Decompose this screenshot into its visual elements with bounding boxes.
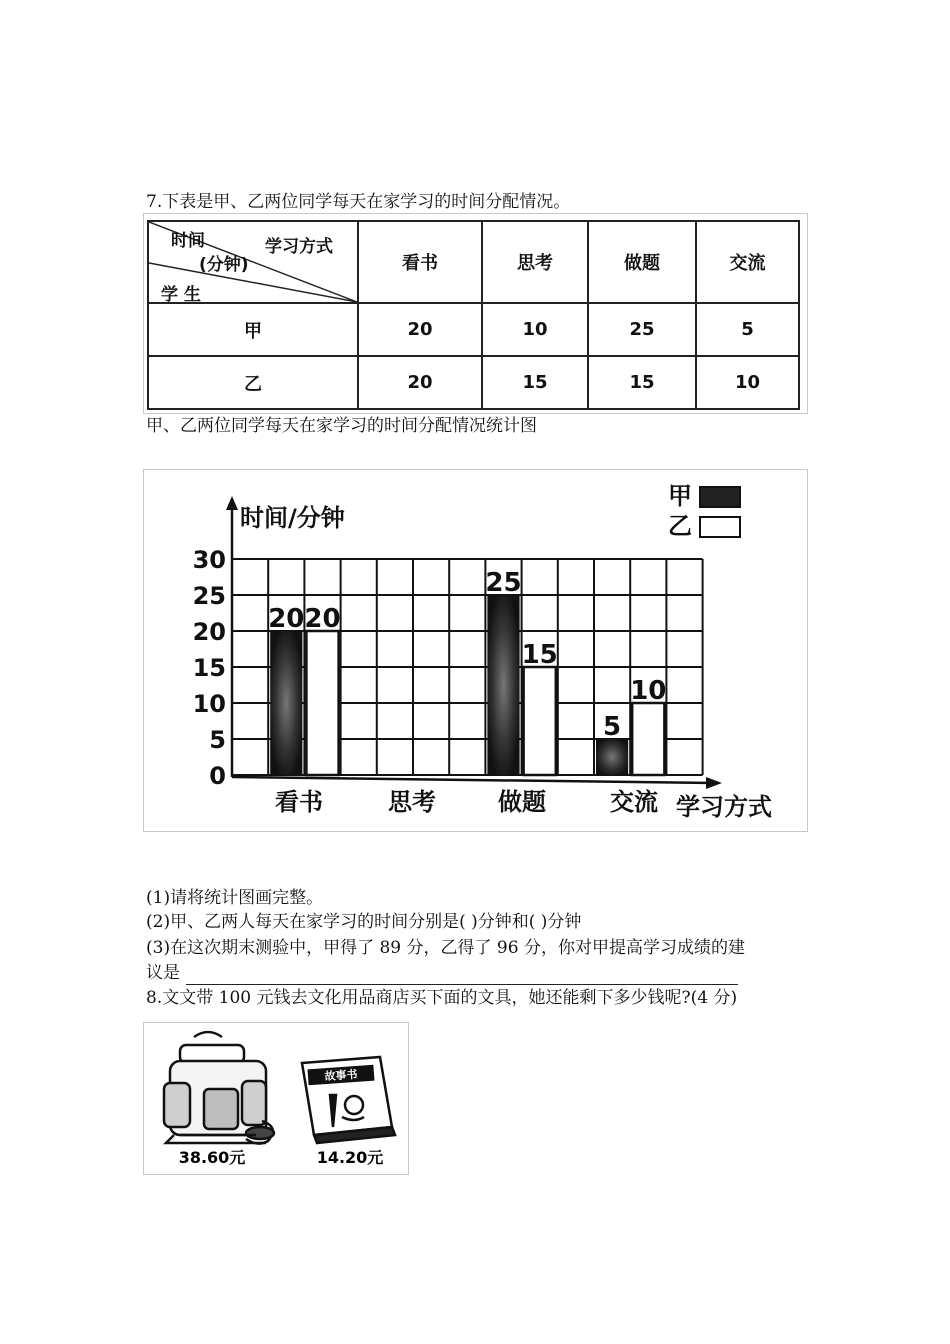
data-label: 20	[268, 604, 305, 634]
row-student: 甲	[148, 303, 358, 356]
data-label: 15	[521, 640, 558, 670]
answer-blank-line[interactable]	[186, 984, 738, 985]
category-label: 看书	[275, 788, 323, 816]
y-axis-arrow	[226, 496, 238, 510]
corner-minute-label: (分钟)	[199, 255, 249, 275]
row-student: 乙	[148, 356, 358, 409]
q7-sub2: (2)甲、乙两人每天在家学习的时间分别是( )分钟和( )分钟	[146, 912, 582, 932]
q7-sub3-line2: 议是	[146, 963, 180, 983]
legend-swatch	[700, 487, 740, 507]
cell-value: 15	[482, 356, 588, 409]
chart-caption: 甲、乙两位同学每天在家学习的时间分配情况统计图	[146, 416, 537, 436]
backpack-price: 38.60元	[178, 1148, 246, 1167]
category-label: 做题	[498, 788, 546, 816]
q7-sub3-line1: (3)在这次期末测验中，甲得了 89 分，乙得了 96 分，你对甲提高学习成绩的建	[146, 938, 745, 958]
table-corner-cell	[148, 221, 358, 303]
y-tick-label: 15	[192, 654, 226, 682]
time-table	[147, 220, 800, 410]
x-axis	[232, 777, 714, 783]
y-tick-label: 20	[192, 618, 226, 646]
chart-frame	[143, 469, 808, 832]
bar-jia-3	[596, 739, 628, 775]
q8-title: 8.文文带 100 元钱去文化用品商店买下面的文具，她还能剩下多少钱呢?(4 分)	[146, 988, 738, 1008]
table-row	[148, 303, 799, 356]
bar-yi-2	[524, 667, 556, 775]
table-header-row	[148, 221, 799, 303]
bar-jia-2	[487, 595, 519, 775]
legend-label: 乙	[668, 512, 692, 540]
table-row	[148, 356, 799, 409]
cell-value: 15	[588, 356, 696, 409]
y-tick-label: 5	[209, 726, 226, 754]
bar-jia-0	[270, 631, 302, 775]
bar-yi-0	[306, 631, 338, 775]
book-cover-title: 故事书	[324, 1067, 358, 1084]
category-label: 思考	[388, 788, 436, 816]
col-header-discussion: 交流	[696, 221, 799, 303]
cell-value: 20	[358, 356, 482, 409]
stationery-illustration	[144, 1023, 408, 1174]
cell-value: 10	[482, 303, 588, 356]
data-label: 20	[304, 604, 341, 634]
data-label: 5	[603, 712, 622, 742]
x-axis-arrow	[706, 777, 722, 789]
cell-value: 10	[696, 356, 799, 409]
q7-title: 7.下表是甲、乙两位同学每天在家学习的时间分配情况。	[146, 192, 571, 212]
cell-value: 5	[696, 303, 799, 356]
stationery-image	[143, 1022, 409, 1175]
y-tick-label: 0	[209, 762, 226, 790]
col-header-thinking: 思考	[482, 221, 588, 303]
y-tick-label: 30	[192, 546, 226, 574]
data-label: 10	[630, 676, 667, 706]
legend-swatch	[700, 517, 740, 537]
data-label: 25	[485, 568, 522, 598]
y-tick-label: 10	[192, 690, 226, 718]
col-header-exercises: 做题	[588, 221, 696, 303]
bar-chart	[144, 470, 807, 831]
corner-student-label: 学 生	[161, 285, 201, 305]
y-tick-label: 25	[192, 582, 226, 610]
backpack-icon	[164, 1032, 274, 1144]
x-axis-title: 学习方式	[676, 793, 772, 821]
category-label: 交流	[610, 788, 658, 816]
cell-value: 25	[588, 303, 696, 356]
corner-method-label: 学习方式	[265, 237, 333, 257]
book-price: 14.20元	[316, 1148, 384, 1167]
q7-sub1: (1)请将统计图画完整。	[146, 888, 324, 908]
cell-value: 20	[358, 303, 482, 356]
corner-time-label: 时间	[171, 231, 205, 251]
y-axis-title: 时间/分钟	[240, 504, 345, 532]
legend-label: 甲	[668, 482, 692, 510]
col-header-reading: 看书	[358, 221, 482, 303]
bar-yi-3	[632, 703, 664, 775]
